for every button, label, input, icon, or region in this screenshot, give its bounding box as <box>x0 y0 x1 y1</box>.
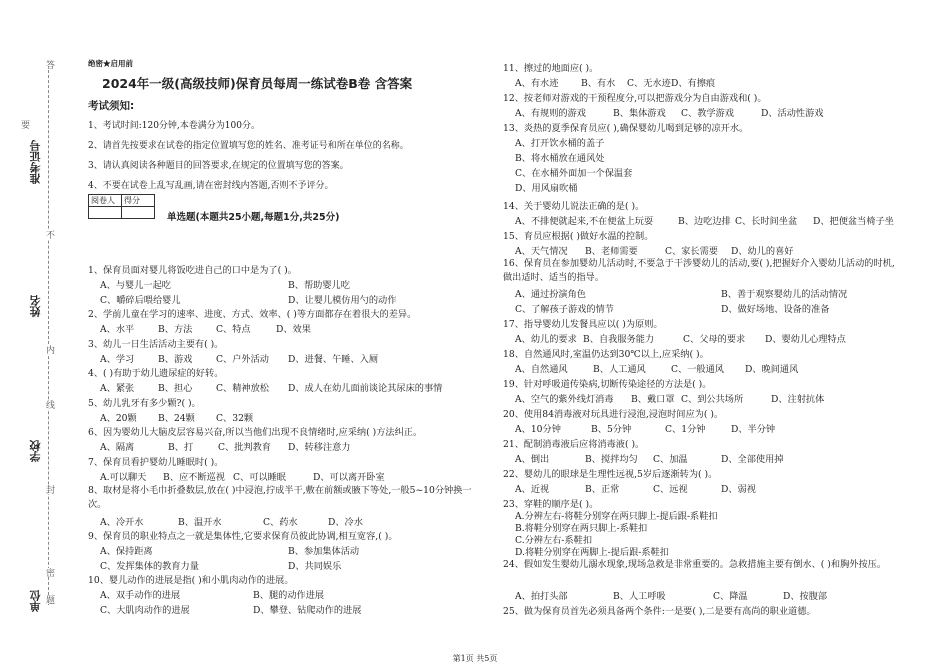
seal-mark: 线 <box>44 400 54 409</box>
question-text: 3、幼儿一日生活活动主要有( )。 <box>88 339 224 350</box>
notice-item: 1、考试时间:120分钟,本卷满分为100分。 <box>88 121 260 131</box>
answer-option[interactable]: B、24颗 <box>158 413 195 424</box>
answer-option[interactable]: D、成人在幼儿面前谈论其尿床的事情 <box>288 383 443 394</box>
answer-option[interactable]: B、温开水 <box>178 517 222 528</box>
answer-option[interactable]: A、幼儿的要求 <box>515 334 577 345</box>
answer-option[interactable]: B、5分钟 <box>591 424 632 435</box>
answer-option[interactable]: D、转移注意力 <box>288 442 351 453</box>
answer-option[interactable]: B、搅拌均匀 <box>585 454 638 465</box>
answer-option[interactable]: A、双手动作的进展 <box>100 590 181 601</box>
seal-mark: 答 <box>44 60 54 69</box>
answer-option[interactable]: C、1分钟 <box>665 424 706 435</box>
seal-mark: 不 <box>44 230 54 239</box>
answer-option[interactable]: D、攀登、钻爬动作的进展 <box>253 605 362 616</box>
answer-option[interactable]: A、学习 <box>100 354 135 365</box>
question-text: 16、保育员在参加婴幼儿活动时,不要急于干涉婴幼儿的活动,要( ),把握好介入婴幼儿活动的时机,做出适时、适当的指导。 <box>503 258 895 283</box>
question-text: 14、关于婴幼儿说法正确的是( )。 <box>503 201 645 212</box>
question-text: 5、幼儿乳牙有多少颗?( )。 <box>88 398 201 409</box>
answer-option[interactable]: D、注射抗体 <box>771 394 825 405</box>
answer-option[interactable]: A、10分钟 <box>515 424 561 435</box>
answer-option[interactable]: B、人工呼吸 <box>613 591 666 602</box>
answer-option[interactable]: D、弱视 <box>721 484 756 495</box>
answer-option[interactable]: B、应不断巡视 <box>163 472 225 483</box>
answer-option[interactable]: A、通过扮演角色 <box>515 289 586 300</box>
answer-option[interactable]: B、人工通风 <box>593 364 646 375</box>
question-text: 25、做为保育员首先必须具备两个条件:一是要( ),二是要有高尚的职业道德。 <box>503 606 816 617</box>
answer-option[interactable]: B、游戏 <box>158 354 193 365</box>
answer-option[interactable]: A、不排便就起来,不在便盆上玩耍 <box>515 216 654 227</box>
question-text: 4、( )有助于幼儿遗尿症的好转。 <box>88 368 224 379</box>
answer-option[interactable]: B、方法 <box>158 324 193 335</box>
answer-option[interactable]: B、戴口罩 <box>631 394 675 405</box>
name-label: 姓名 <box>29 295 42 317</box>
answer-option[interactable]: C、发挥集体的教育力量 <box>100 561 199 572</box>
answer-option[interactable]: D、幼儿的喜好 <box>731 246 794 257</box>
seal-mark: 题 <box>44 595 54 604</box>
seal-mark: 密 <box>44 568 54 577</box>
answer-option[interactable]: B、边吃边排 <box>678 216 731 227</box>
answer-option[interactable]: D、用风扇吹桶 <box>515 183 578 194</box>
answer-option[interactable]: C、一般通风 <box>671 364 724 375</box>
question-text: 10、婴儿动作的进展是指( )和小肌肉动作的进展。 <box>88 575 294 586</box>
reviewer-cell: 阅卷人 <box>89 195 122 207</box>
question-text: 7、保育员看护婴幼儿睡眠时( )。 <box>88 457 224 468</box>
answer-option[interactable]: A、天气情况 <box>515 246 568 257</box>
question-text: 12、按老师对游戏的干预程度分,可以把游戏分为自由游戏和( )。 <box>503 93 767 104</box>
seal-line <box>48 60 49 605</box>
answer-option[interactable]: C.分辨左右-系鞋扣 <box>515 535 593 546</box>
answer-option[interactable]: A、打开饮水桶的盖子 <box>515 138 605 149</box>
answer-option[interactable]: D、有擦痕 <box>671 78 716 89</box>
answer-option[interactable]: C、批判教育 <box>218 442 271 453</box>
seal-mark: 内 <box>44 345 54 354</box>
answer-option[interactable]: A.可以聊天 <box>100 472 147 483</box>
answer-option[interactable]: A、有规则的游戏 <box>515 108 586 119</box>
question-text: 8、取材是将小毛巾折叠数层,放在( )中浸泡,拧成半干,敷在前额或腋下等处,一般5~10分钟换一次。 <box>88 485 472 510</box>
exam-number-label: 准考证号 <box>29 140 42 184</box>
answer-option[interactable]: C、在水桶外面加一个保温套 <box>515 168 633 179</box>
answer-option[interactable]: A、空气的紫外线灯消毒 <box>515 394 614 405</box>
answer-option[interactable]: D、共同娱乐 <box>288 561 342 572</box>
answer-option[interactable]: D.将鞋分别穿在两脚上-提后跟-系鞋扣 <box>515 547 669 558</box>
answer-option[interactable]: B、将水桶放在通风处 <box>515 153 605 164</box>
answer-option[interactable]: D、按腹部 <box>783 591 828 602</box>
reviewer-blank[interactable] <box>89 207 122 219</box>
notice-item: 4、不要在试卷上乱写乱画,请在密封线内答题,否则不予评分。 <box>88 181 334 191</box>
seal-mark: 封 <box>44 485 54 494</box>
secret-label: 绝密★启用前 <box>88 59 133 68</box>
answer-option[interactable]: D、婴幼儿心理特点 <box>765 334 846 345</box>
answer-option[interactable]: A.分辨左右-将鞋分别穿在两只脚上-提后跟-系鞋扣 <box>515 511 718 522</box>
question-text: 2、学前儿童在学习的速率、进度、方式、效率、( )等方面都存在着很大的差异。 <box>88 309 417 320</box>
answer-option[interactable]: C、32颗 <box>216 413 254 424</box>
question-text: 15、育员应根据( )做好水温的控制。 <box>503 231 654 242</box>
answer-option[interactable]: A、倒出 <box>515 454 550 465</box>
answer-option[interactable]: C、教学游戏 <box>681 108 734 119</box>
answer-option[interactable]: C、户外活动 <box>216 354 269 365</box>
notice-item: 2、请首先按要求在试卷的指定位置填写您的姓名、准考证号和所在单位的名称。 <box>88 141 409 151</box>
answer-option[interactable]: B、自我服务能力 <box>583 334 655 345</box>
answer-option[interactable]: D、效果 <box>276 324 311 335</box>
section-heading: 单选题(本题共25小题,每题1分,共25分) <box>167 212 340 223</box>
answer-option[interactable]: C、父母的要求 <box>683 334 746 345</box>
answer-option[interactable]: C、家长需要 <box>665 246 718 257</box>
answer-option[interactable]: C、药水 <box>263 517 298 528</box>
answer-option[interactable]: C、无水迹 <box>627 78 671 89</box>
question-text: 17、指导婴幼儿发餐具应以( )为原则。 <box>503 319 663 330</box>
question-text: 18、自然通风时,室温仍达到30℃以上,应采纳( )。 <box>503 349 709 360</box>
notice-item: 3、请认真阅读各种题目的回答要求,在规定的位置填写您的答案。 <box>88 161 349 171</box>
answer-option[interactable]: D、晚间通风 <box>745 364 799 375</box>
answer-option[interactable]: A、保持距离 <box>100 546 153 557</box>
answer-option[interactable]: B、参加集体活动 <box>288 546 360 557</box>
answer-option[interactable]: A、近视 <box>515 484 550 495</box>
question-text: 21、配制消毒液后应将消毒液( )。 <box>503 439 645 450</box>
question-text: 23、穿鞋的顺序是( )。 <box>503 499 599 510</box>
question-text: 6、因为婴幼儿大脑皮层容易兴奋,所以当他们出现不良情绪时,应采纳( )方法纠正。 <box>88 427 423 438</box>
answer-option[interactable]: B、老师需要 <box>585 246 638 257</box>
answer-option[interactable]: D、全部使用掉 <box>721 454 784 465</box>
page-title: 2024年一级(高级技师)保育员每周一练试卷B卷 含答案 <box>102 76 413 91</box>
answer-option[interactable]: D、可以离开卧室 <box>313 472 385 483</box>
answer-option[interactable]: D、半分钟 <box>731 424 776 435</box>
answer-option[interactable]: C、了解孩子游戏的情节 <box>515 304 614 315</box>
answer-option[interactable]: A、有水迹 <box>515 78 559 89</box>
question-text: 1、保育员面对婴儿将饭吃进自己的口中是为了( )。 <box>88 265 297 276</box>
school-label: 学校 <box>29 440 42 462</box>
answer-option[interactable]: A、20颗 <box>100 413 137 424</box>
answer-option[interactable]: A、冷开水 <box>100 517 144 528</box>
question-text: 20、使用84消毒液对玩具进行浸泡,浸泡时间应为( )。 <box>503 409 724 420</box>
notice-heading: 考试须知: <box>88 100 135 112</box>
question-text: 13、炎热的夏季保育员应( ),确保婴幼儿喝到足够的凉开水。 <box>503 123 749 134</box>
score-table <box>88 194 155 219</box>
answer-option[interactable]: B、正常 <box>585 484 620 495</box>
answer-option[interactable]: C、到公共场所 <box>681 394 744 405</box>
answer-option[interactable]: B、腿的动作进展 <box>253 590 325 601</box>
binding-margin <box>0 0 62 671</box>
answer-option[interactable]: A、隔离 <box>100 442 135 453</box>
answer-option[interactable]: D、让婴儿模仿用勺的动作 <box>288 295 397 306</box>
answer-option[interactable]: C、降温 <box>713 591 748 602</box>
answer-option[interactable]: A、水平 <box>100 324 135 335</box>
answer-option[interactable]: B、担心 <box>158 383 193 394</box>
score-blank[interactable] <box>122 207 155 219</box>
answer-option[interactable]: C、加温 <box>653 454 688 465</box>
answer-option[interactable]: B.将鞋分别穿在两只脚上-系鞋扣 <box>515 523 648 534</box>
question-text: 11、擦过的地面应( )。 <box>503 63 599 74</box>
answer-option[interactable]: B、善于观察婴幼儿的活动情况 <box>721 289 848 300</box>
question-text: 24、假如发生婴幼儿溺水现象,现场急救是非常重要的。急救措施主要有倒水、( )和胸外按压。 <box>503 559 887 570</box>
answer-option[interactable]: C、精神放松 <box>216 383 269 394</box>
unit-label: 单位 <box>29 590 42 612</box>
answer-option[interactable]: C、嚼碎后喂给婴儿 <box>100 295 181 306</box>
answer-option[interactable]: D、把便盆当椅子坐 <box>813 216 894 227</box>
question-text: 9、保育员的职业特点之一就是集体性,它要求保育员彼此协调,相互宽容,( )。 <box>88 531 398 542</box>
answer-option[interactable]: D、冷水 <box>328 517 363 528</box>
answer-option[interactable]: B、帮助婴儿吃 <box>288 280 350 291</box>
seal-mark: 要 <box>19 120 29 129</box>
score-cell: 得分 <box>122 195 155 207</box>
answer-option[interactable]: B、有水 <box>581 78 616 89</box>
answer-option[interactable]: B、集体游戏 <box>613 108 666 119</box>
answer-option[interactable]: A、拍打头部 <box>515 591 568 602</box>
answer-option[interactable]: A、与婴儿一起吃 <box>100 280 171 291</box>
answer-option[interactable]: C、远视 <box>653 484 688 495</box>
answer-option[interactable]: C、特点 <box>216 324 251 335</box>
answer-option[interactable]: D、做好场地、设备的准备 <box>721 304 830 315</box>
question-text: 19、针对呼吸道传染病,切断传染途径的方法是( )。 <box>503 379 712 390</box>
answer-option[interactable]: A、紧张 <box>100 383 135 394</box>
page-footer: 第1页 共5页 <box>452 654 498 663</box>
answer-option[interactable]: A、自然通风 <box>515 364 568 375</box>
answer-option[interactable]: D、进餐、午睡、入厕 <box>288 354 379 365</box>
answer-option[interactable]: B、打 <box>168 442 194 453</box>
answer-option[interactable]: C、可以睡眠 <box>233 472 286 483</box>
answer-option[interactable]: D、活动性游戏 <box>761 108 824 119</box>
answer-option[interactable]: C、长时间坐盆 <box>735 216 798 227</box>
answer-option[interactable]: C、大肌肉动作的进展 <box>100 605 190 616</box>
question-text: 22、婴幼儿的眼球是生理性远视,5岁后逐渐转为( )。 <box>503 469 718 480</box>
